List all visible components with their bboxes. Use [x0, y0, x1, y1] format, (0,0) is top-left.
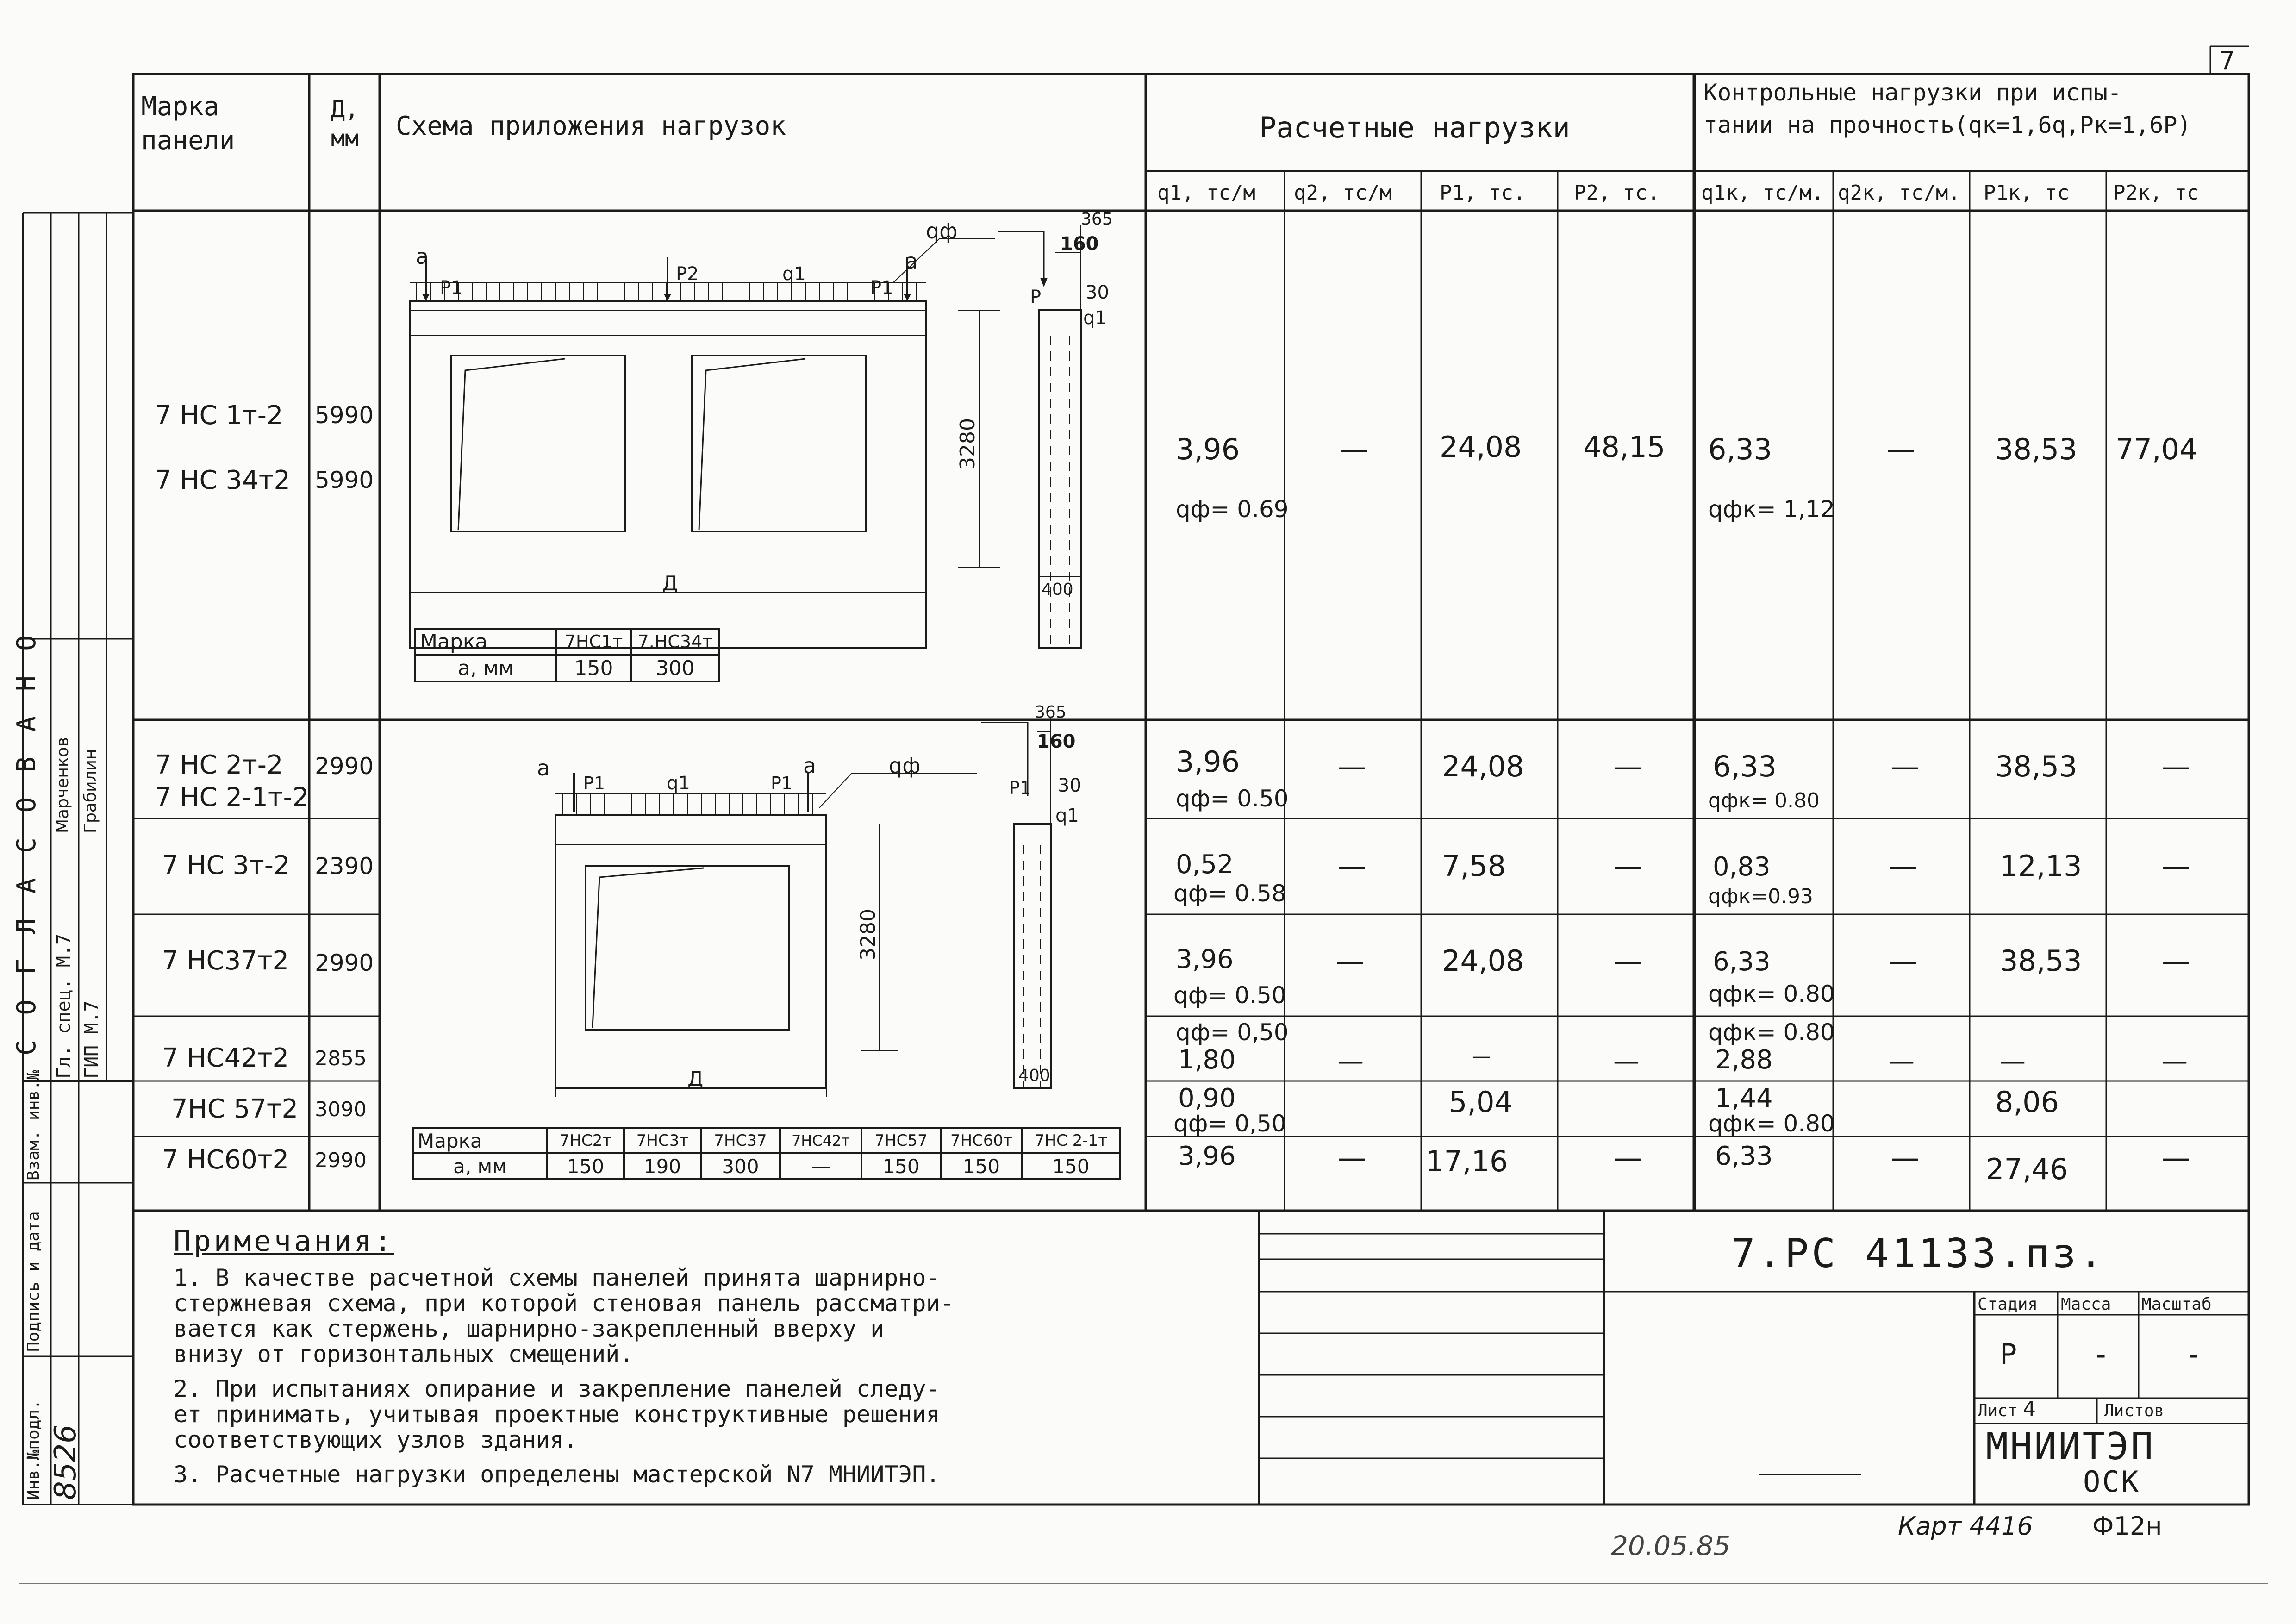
row1-mark2: 7 НС 34т2: [155, 465, 290, 495]
col-p2k: P2к, тс: [2113, 181, 2199, 205]
mt1-h1: Марка: [415, 629, 556, 655]
header-control-loads-2: тании на прочность(qк=1,6q,Pк=1,6P): [1703, 112, 2191, 138]
d2-dim365: 365: [1035, 703, 1067, 722]
mt2-h1: Марка: [413, 1128, 547, 1153]
stamp-sheet-header: Лист: [1978, 1401, 2018, 1420]
row2-p2k: —: [2162, 750, 2190, 783]
notes-title: Примечания:: [174, 1224, 394, 1258]
mt2-v6: 150: [941, 1153, 1022, 1179]
d1-height: 3280: [956, 418, 980, 470]
side-inv-repl: Взам. инв.№: [24, 1070, 43, 1181]
row2-qf: qф= 0.50: [1176, 785, 1289, 812]
row6-p1k: 8,06: [1995, 1085, 2059, 1119]
mt2-v3: 300: [701, 1153, 780, 1179]
d1-p2: P2: [676, 263, 699, 285]
col-q1k: q1к, тс/м.: [1701, 181, 1824, 205]
row3-mark: 7 НС 3т-2: [162, 850, 290, 881]
note3: 3. Расчетные нагрузки определены мастерской N7 МНИИТЭП.: [174, 1461, 940, 1488]
document-code: 7.РС 41133.пз.: [1731, 1230, 2106, 1277]
stamp-stage: Р: [2000, 1337, 2017, 1371]
header-mark-panel: Марка панели: [141, 92, 235, 156]
row2-p1k: 38,53: [1995, 750, 2078, 783]
row4-p2k: —: [2162, 944, 2190, 978]
row5-p1: —: [1472, 1046, 1491, 1067]
col-p1k: P1к, тс: [1984, 181, 2070, 205]
row4-qfk: qфк= 0.80: [1708, 981, 1835, 1007]
header-scheme: Схема приложения нагрузок: [396, 111, 786, 141]
row3-qf: qф= 0.58: [1173, 880, 1286, 907]
row4-len: 2990: [315, 949, 374, 976]
d1-a-right: a: [905, 249, 918, 274]
row7-p2: —: [1613, 1141, 1642, 1174]
mt2-c6: 7НС60т: [941, 1128, 1022, 1153]
d1-dim400: 400: [1042, 580, 1073, 599]
mt2-c2: 7НС3т: [624, 1128, 701, 1153]
row7-q2k: —: [1891, 1141, 1920, 1174]
mt2-v4: —: [780, 1153, 861, 1179]
d1-q1-side: q1: [1083, 307, 1107, 329]
sheet-number: 7: [2220, 46, 2235, 75]
row5-len: 2855: [315, 1047, 367, 1070]
mt1-v1: 150: [556, 655, 631, 681]
stamp-stage-header: Стадия: [1978, 1295, 2038, 1314]
row2-mark2: 7 НС 2-1т-2: [155, 782, 309, 812]
d2-len: Д: [687, 1067, 704, 1091]
d2-q1: q1: [667, 773, 690, 794]
row2-len: 2990: [315, 753, 374, 780]
row2-q2: —: [1338, 750, 1366, 783]
row4-q1: 3,96: [1176, 944, 1234, 974]
d2-a-left: a: [537, 756, 550, 781]
d2-qf: qф: [889, 753, 921, 778]
mark-table-2: [412, 1127, 1121, 1180]
row5-q1: 1,80: [1178, 1045, 1236, 1075]
row1-qfk: qфк= 1,12: [1708, 496, 1835, 523]
load-scheme-diagram-2: [380, 690, 1146, 1153]
d2-q1-side: q1: [1055, 805, 1079, 826]
d1-a-left: a: [416, 244, 429, 269]
row1-qf: qф= 0.69: [1176, 496, 1289, 523]
row1-p2: 48,15: [1583, 430, 1666, 464]
row7-p1k: 27,46: [1986, 1152, 2068, 1186]
row7-p1: 17,16: [1426, 1144, 1508, 1178]
row5-q2k: —: [1889, 1046, 1915, 1076]
footer-karta: Карт 4416: [1898, 1512, 2033, 1541]
mt2-c4: 7НС42т: [780, 1128, 861, 1153]
col-q1: q1, тс/м: [1157, 181, 1255, 205]
row7-len: 2990: [315, 1149, 367, 1172]
row3-p2k: —: [2162, 849, 2190, 883]
d2-dim400: 400: [1018, 1066, 1050, 1085]
mt1-c2: 7.НС34т: [631, 629, 719, 655]
note2-line1: 2. При испытаниях опирание и закрепление панелей следу-: [174, 1375, 940, 1402]
row6-qf: qф= 0,50: [1173, 1110, 1286, 1137]
mt2-c5: 7НС57: [861, 1128, 941, 1153]
row3-q1k: 0,83: [1713, 852, 1771, 882]
row2-q2k: —: [1891, 750, 1920, 783]
mt2-c7: 7НС 2-1т: [1022, 1128, 1120, 1153]
d2-p1-right: P1: [771, 773, 793, 793]
row4-q2: —: [1335, 944, 1364, 978]
d2-height: 3280: [856, 909, 880, 961]
row4-p1: 24,08: [1442, 944, 1524, 978]
row3-p2: —: [1613, 849, 1642, 883]
d1-p-side: P: [1030, 287, 1042, 308]
row4-p2: —: [1613, 944, 1642, 978]
side-name1: Марченков: [53, 737, 72, 833]
mt2-v5: 150: [861, 1153, 941, 1179]
row6-mark: 7НС 57т2: [171, 1094, 299, 1124]
d1-dim365: 365: [1081, 211, 1113, 229]
row2-qfk: qфк= 0.80: [1708, 789, 1820, 812]
row2-q1k: 6,33: [1713, 750, 1777, 783]
col-p1: P1, тс.: [1440, 181, 1526, 205]
row5-mark: 7 НС42т2: [162, 1043, 289, 1073]
note1-line1: 1. В качестве расчетной схемы панелей принята шарнирно-: [174, 1264, 940, 1291]
side-role1: Гл. спец. М.7: [53, 933, 75, 1079]
row4-q1k: 6,33: [1713, 947, 1771, 977]
stamp-scale: -: [2185, 1337, 2202, 1371]
footer-format: Ф12н: [2092, 1512, 2162, 1541]
row4-q2k: —: [1889, 944, 1917, 978]
side-name2: Грабилин: [81, 749, 100, 833]
stamp-sheet: 4: [2023, 1397, 2036, 1421]
panel-front-outline: [410, 301, 926, 648]
row4-mark: 7 НС37т2: [162, 946, 289, 976]
row4-qf: qф= 0.50: [1173, 982, 1286, 1009]
row6-len: 3090: [315, 1098, 367, 1121]
d1-p1: P1: [440, 277, 463, 299]
window-opening-right: [692, 356, 866, 531]
row7-p2k: —: [2162, 1141, 2190, 1174]
row4-p1k: 38,53: [2000, 944, 2082, 978]
panel2-section: [1014, 824, 1051, 1088]
d2-dim160: 160: [1037, 731, 1076, 752]
d1-dim160: 160: [1060, 233, 1099, 255]
note1-line2: стержневая схема, при которой стеновая панель рассматри-: [174, 1290, 954, 1317]
row7-q2: —: [1338, 1141, 1366, 1174]
d1-dim30: 30: [1086, 282, 1109, 303]
mt2-h2: a, мм: [413, 1153, 547, 1179]
stamp-mass-header: Масса: [2061, 1295, 2111, 1314]
row3-q2k: —: [1889, 849, 1917, 883]
mark-table-1: [414, 628, 720, 682]
footer-date: 20.05.85: [1611, 1530, 1731, 1562]
row5-p2: —: [1613, 1046, 1639, 1076]
row3-p1: 7,58: [1442, 849, 1506, 883]
stamp-sheets-header: Листов: [2104, 1401, 2165, 1420]
row2-p2: —: [1613, 750, 1642, 783]
header-control-loads-1: Контрольные нагрузки при испы-: [1703, 79, 2122, 106]
row1-len: 5990: [315, 402, 374, 429]
mt2-v7: 150: [1022, 1153, 1120, 1179]
mt2-c3: 7НС37: [701, 1128, 780, 1153]
row5-p2k: —: [2162, 1046, 2188, 1076]
d1-len: Д: [662, 572, 678, 595]
note2-line3: соответствующих узлов здания.: [174, 1426, 578, 1453]
d2-dim30: 30: [1058, 775, 1081, 796]
row6-q1: 0,90: [1178, 1083, 1236, 1113]
row2-p1: 24,08: [1442, 750, 1524, 783]
d2-a-right: a: [803, 753, 817, 778]
side-role2: ГИП М.7: [81, 1000, 102, 1079]
row3-len: 2390: [315, 853, 374, 880]
row6-p1: 5,04: [1449, 1085, 1513, 1119]
header-length: Д, мм: [331, 96, 359, 152]
row3-p1k: 12,13: [2000, 849, 2082, 883]
note1-line3: вается как стержень, шарнирно-закрепленный вверху и: [174, 1315, 885, 1342]
row1-mark: 7 НС 1т-2: [155, 400, 283, 431]
side-inv-number: 8526: [49, 1424, 83, 1500]
col-q2: q2, тс/м: [1294, 181, 1392, 205]
col-p2: P2, тс.: [1574, 181, 1660, 205]
row1-q2: —: [1340, 432, 1369, 466]
row7-q1: 3,96: [1178, 1141, 1236, 1171]
window-opening: [586, 866, 789, 1030]
row1-q2k: —: [1886, 432, 1915, 466]
mt2-c1: 7НС2т: [547, 1128, 624, 1153]
row2-q1: 3,96: [1176, 745, 1240, 779]
mt1-h2: a, мм: [415, 655, 556, 681]
row1-p1: 24,08: [1440, 430, 1522, 464]
row5-p1k: —: [2000, 1046, 2026, 1076]
row5-q2: —: [1338, 1046, 1364, 1076]
load-arrows: [410, 257, 1048, 301]
side-inv-orig: Инв.№подл.: [24, 1399, 43, 1500]
stamp-dept: ОСК: [2083, 1465, 2140, 1499]
window-opening-left: [451, 356, 625, 531]
row1-p1k: 38,53: [1995, 432, 2078, 466]
d1-p1-right: P1: [870, 277, 893, 299]
mt1-v2: 300: [631, 655, 719, 681]
stamp-scale-header: Масштаб: [2141, 1295, 2212, 1314]
row5-q1k: 2,88: [1715, 1045, 1773, 1075]
row3-qfk: qфк=0.93: [1708, 885, 1813, 908]
row1-q1: 3,96: [1176, 432, 1240, 466]
row1-len2: 5990: [315, 467, 374, 493]
mt2-v2: 190: [624, 1153, 701, 1179]
d2-p-side: P1: [1009, 778, 1031, 798]
stamp-mass: -: [2092, 1337, 2110, 1371]
side-sign-date: Подпись и дата: [24, 1211, 43, 1352]
row6-q1k: 1,44: [1715, 1083, 1773, 1113]
row3-q2: —: [1338, 849, 1366, 883]
stamp-org: МНИИТЭП: [1986, 1425, 2155, 1468]
side-agreed: С О Г Л А С О В А Н О: [12, 630, 42, 1056]
mt2-v1: 150: [547, 1153, 624, 1179]
row3-q1: 0,52: [1176, 849, 1234, 880]
col-q2k: q2к, тс/м.: [1838, 181, 1960, 205]
row2-mark: 7 НС 2т-2: [155, 750, 283, 780]
row5-qfk-top: qфк= 0.80: [1708, 1019, 1835, 1046]
d2-p1: P1: [583, 773, 605, 793]
row5-qf-top: qф= 0,50: [1176, 1019, 1289, 1046]
note1-line4: внизу от горизонтальных смещений.: [174, 1341, 634, 1368]
row6-qfk: qфк= 0.80: [1708, 1110, 1835, 1137]
row1-p2k: 77,04: [2115, 432, 2198, 466]
mt1-c1: 7НС1т: [556, 629, 631, 655]
d1-qf: qф: [926, 219, 958, 244]
d1-q1: q1: [782, 263, 806, 285]
note2-line2: ет принимать, учитывая проектные конструктивные решения: [174, 1401, 940, 1428]
row1-q1k: 6,33: [1708, 432, 1772, 466]
row7-mark: 7 НС60т2: [162, 1145, 289, 1175]
header-design-loads: Расчетные нагрузки: [1259, 111, 1570, 144]
row7-q1k: 6,33: [1715, 1141, 1773, 1171]
